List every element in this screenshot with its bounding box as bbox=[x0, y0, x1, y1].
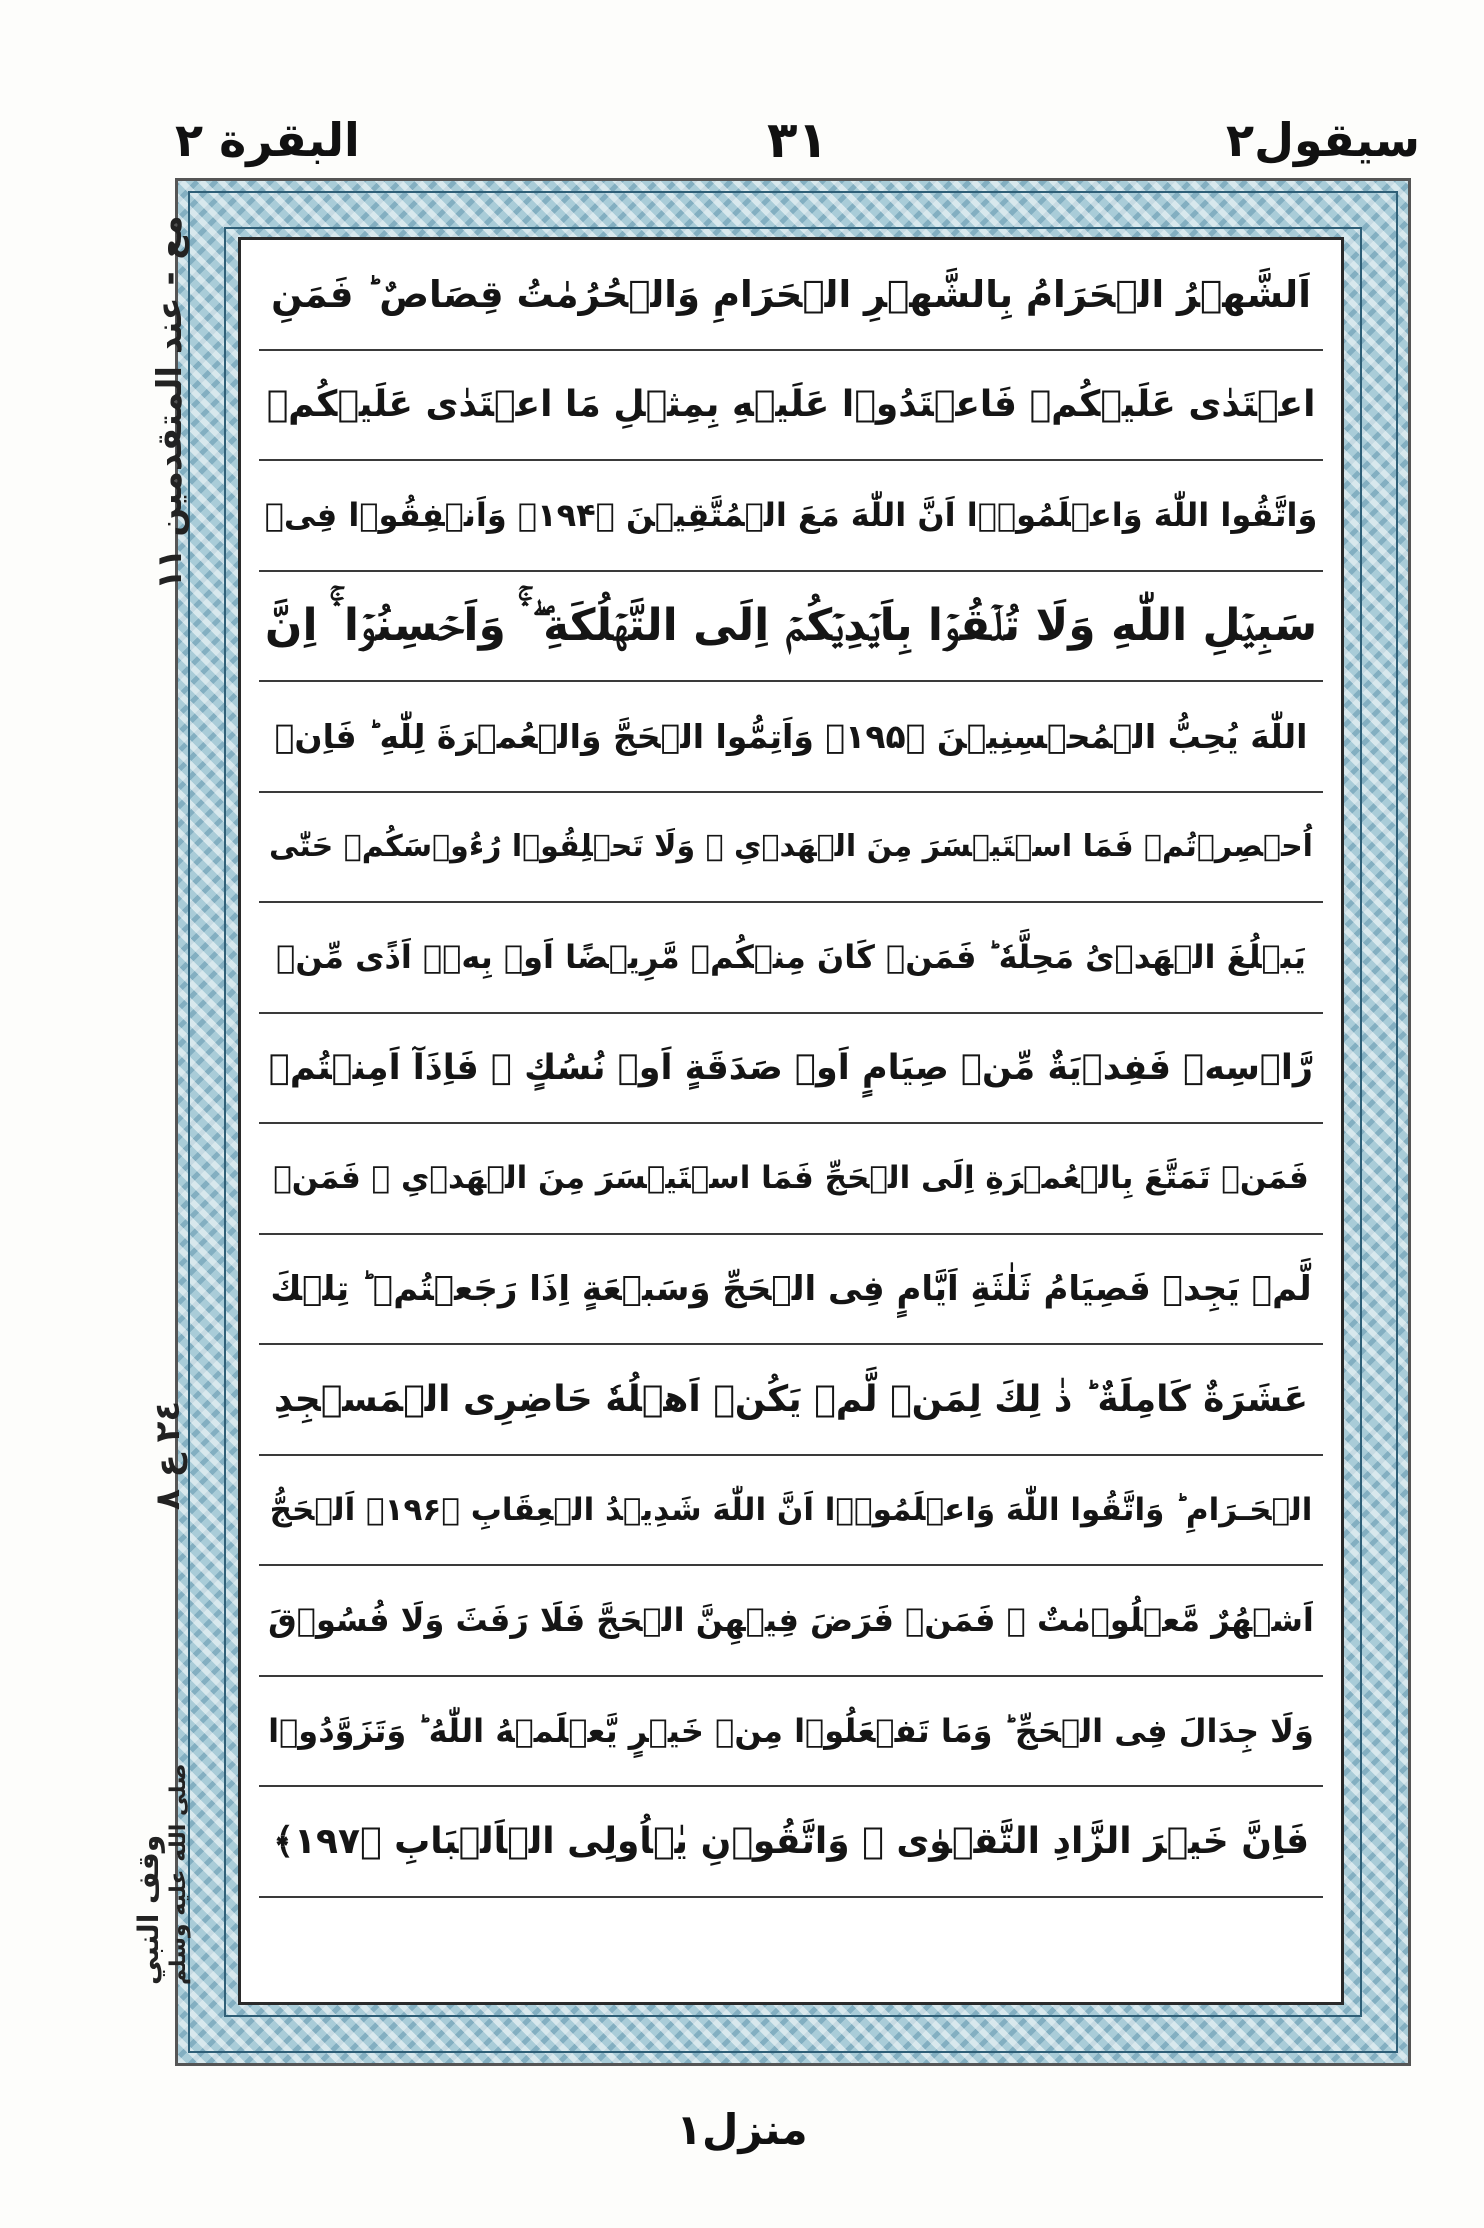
margin-waqf-subnote: صلى الله عليه وسلم bbox=[166, 1763, 191, 1985]
verse-line-text: اُحۡصِرۡتُمۡ فَمَا اسۡتَيۡسَرَ مِنَ الۡهَدۡىِ ۚ وَلَا تَحۡلِقُوۡا رُءُوۡسَکُمۡ حَتّٰى bbox=[269, 829, 1313, 865]
verse-line-text: فَاِنَّ خَيۡرَ الزَّادِ التَّقۡوٰى ۚ وَاتَّقُوۡنِ يٰۤاُولِى الۡاَلۡبَابِ ﴿۱۹۷﴾ bbox=[272, 1820, 1310, 1862]
manzil-footer: منزل١ bbox=[676, 2105, 808, 2154]
verse-line bbox=[259, 682, 1323, 793]
page-number: ٣١ bbox=[766, 111, 829, 169]
verse-lines bbox=[241, 240, 1341, 2002]
quran-text-panel bbox=[238, 237, 1344, 2005]
verse-line-text: وَاتَّقُوا اللّٰهَ وَاعۡلَمُوۡۤا اَنَّ اللّٰهَ مَعَ الۡمُتَّقِيۡنَ ﴿۱۹۴﴾ وَاَنۡفِقُوۡا فِىۡ bbox=[264, 496, 1318, 535]
verse-line-text: اَلشَّهۡرُ الۡحَرَامُ بِالشَّهۡرِ الۡحَرَامِ وَالۡحُرُمٰتُ قِصَاصٌ ؕ فَمَنِ bbox=[271, 272, 1311, 316]
verse-line-text: الۡحَـرَامِ ؕ وَاتَّقُوا اللّٰهَ وَاعۡلَمُوۡۤا اَنَّ اللّٰهَ شَدِيۡدُ الۡعِقَابِ ﴿۱۹۶﴾ اَلۡحَجُّ bbox=[269, 1491, 1313, 1528]
verse-line bbox=[259, 461, 1323, 572]
verse-line bbox=[259, 572, 1323, 683]
verse-line-text: سَبِيۡلِ اللّٰهِ وَلَا تُلۡقُوۡا بِاَيۡدِيۡکُمۡ اِلَى التَّهۡلُکَةِ ۖ ۛۚ وَاَحۡسِنُوۡا ۛۚ اِنَّ bbox=[264, 600, 1318, 652]
verse-line bbox=[259, 240, 1323, 351]
verse-line bbox=[259, 1345, 1323, 1456]
para-name: سيقول٢ bbox=[1226, 113, 1420, 167]
verse-line bbox=[259, 793, 1323, 904]
surah-name: البقرة ٢ bbox=[175, 113, 360, 167]
verse-line bbox=[259, 1014, 1323, 1125]
margin-ruku-marker: ٢٤ ع ٨ bbox=[148, 1400, 188, 1510]
verse-line bbox=[259, 903, 1323, 1014]
verse-line bbox=[259, 1456, 1323, 1567]
verse-line-text: عَشَرَةٌ کَامِلَةٌ ؕ ذٰ لِكَ لِمَنۡ لَّمۡ يَكُنۡ اَهۡلُهٗ حَاضِرِى الۡمَسۡجِدِ bbox=[273, 1378, 1309, 1420]
verse-line-text: رَّاۡسِهٖ فَفِدۡيَةٌ مِّنۡ صِيَامٍ اَوۡ صَدَقَةٍ اَوۡ نُسُكٍ ۚ فَاِذَآ اَمِنۡتُمۡ bbox=[268, 1047, 1314, 1088]
verse-line-text: فَمَنۡ تَمَتَّعَ بِالۡعُمۡرَةِ اِلَى الۡحَجِّ فَمَا اسۡتَيۡسَرَ مِنَ الۡهَدۡىِ ۚ فَمَنۡ bbox=[273, 1160, 1309, 1197]
verse-line bbox=[259, 1124, 1323, 1235]
verse-line-text: اَشۡهُرٌ مَّعۡلُوۡمٰتٌ ۚ فَمَنۡ فَرَضَ فِيۡهِنَّ الۡحَجَّ فَلَا رَفَثَ وَلَا فُسُوۡقَ bbox=[268, 1601, 1314, 1640]
verse-line-text: يَبۡلُغَ الۡهَدۡىُ مَحِلَّهٗ ؕ فَمَنۡ کَانَ مِنۡکُمۡ مَّرِيۡضًا اَوۡ بِهٖۤ اَذًى مِّنۡ bbox=[276, 938, 1306, 977]
verse-line-text: اللّٰهَ يُحِبُّ الۡمُحۡسِنِيۡنَ ﴿۱۹۵﴾ وَاَتِمُّوا الۡحَجَّ وَالۡعُمۡرَةَ لِلّٰهِ ؕ فَاِنۡ bbox=[274, 716, 1308, 756]
verse-line bbox=[259, 351, 1323, 462]
verse-line bbox=[259, 1677, 1323, 1788]
verse-line bbox=[259, 1898, 1323, 2009]
verse-line bbox=[259, 1235, 1323, 1346]
verse-line bbox=[259, 1566, 1323, 1677]
verse-line-text: اعۡتَدٰى عَلَيۡکُمۡ فَاعۡتَدُوۡا عَلَيۡهِ بِمِثۡلِ مَا اعۡتَدٰى عَلَيۡکُمۡ bbox=[266, 384, 1316, 426]
margin-note-top: مع - عند المتقدمين ١١ bbox=[150, 215, 190, 590]
verse-line-text: لَّمۡ يَجِدۡ فَصِيَامُ ثَلٰثَةِ اَيَّامٍ فِى الۡحَجِّ وَسَبۡعَةٍ اِذَا رَجَعۡتُمۡ ؕ تِلۡكَ bbox=[270, 1268, 1312, 1309]
verse-line bbox=[259, 1787, 1323, 1898]
verse-line-text: وَلَا جِدَالَ فِى الۡحَجِّ ؕ وَمَا تَفۡعَلُوۡا مِنۡ خَيۡرٍ يَّعۡلَمۡهُ اللّٰهُ ؕ وَتَزَوَّدُوۡا bbox=[268, 1711, 1314, 1750]
page-header bbox=[175, 100, 1420, 180]
margin-waqf-note: وقف النبي bbox=[132, 1834, 165, 1985]
